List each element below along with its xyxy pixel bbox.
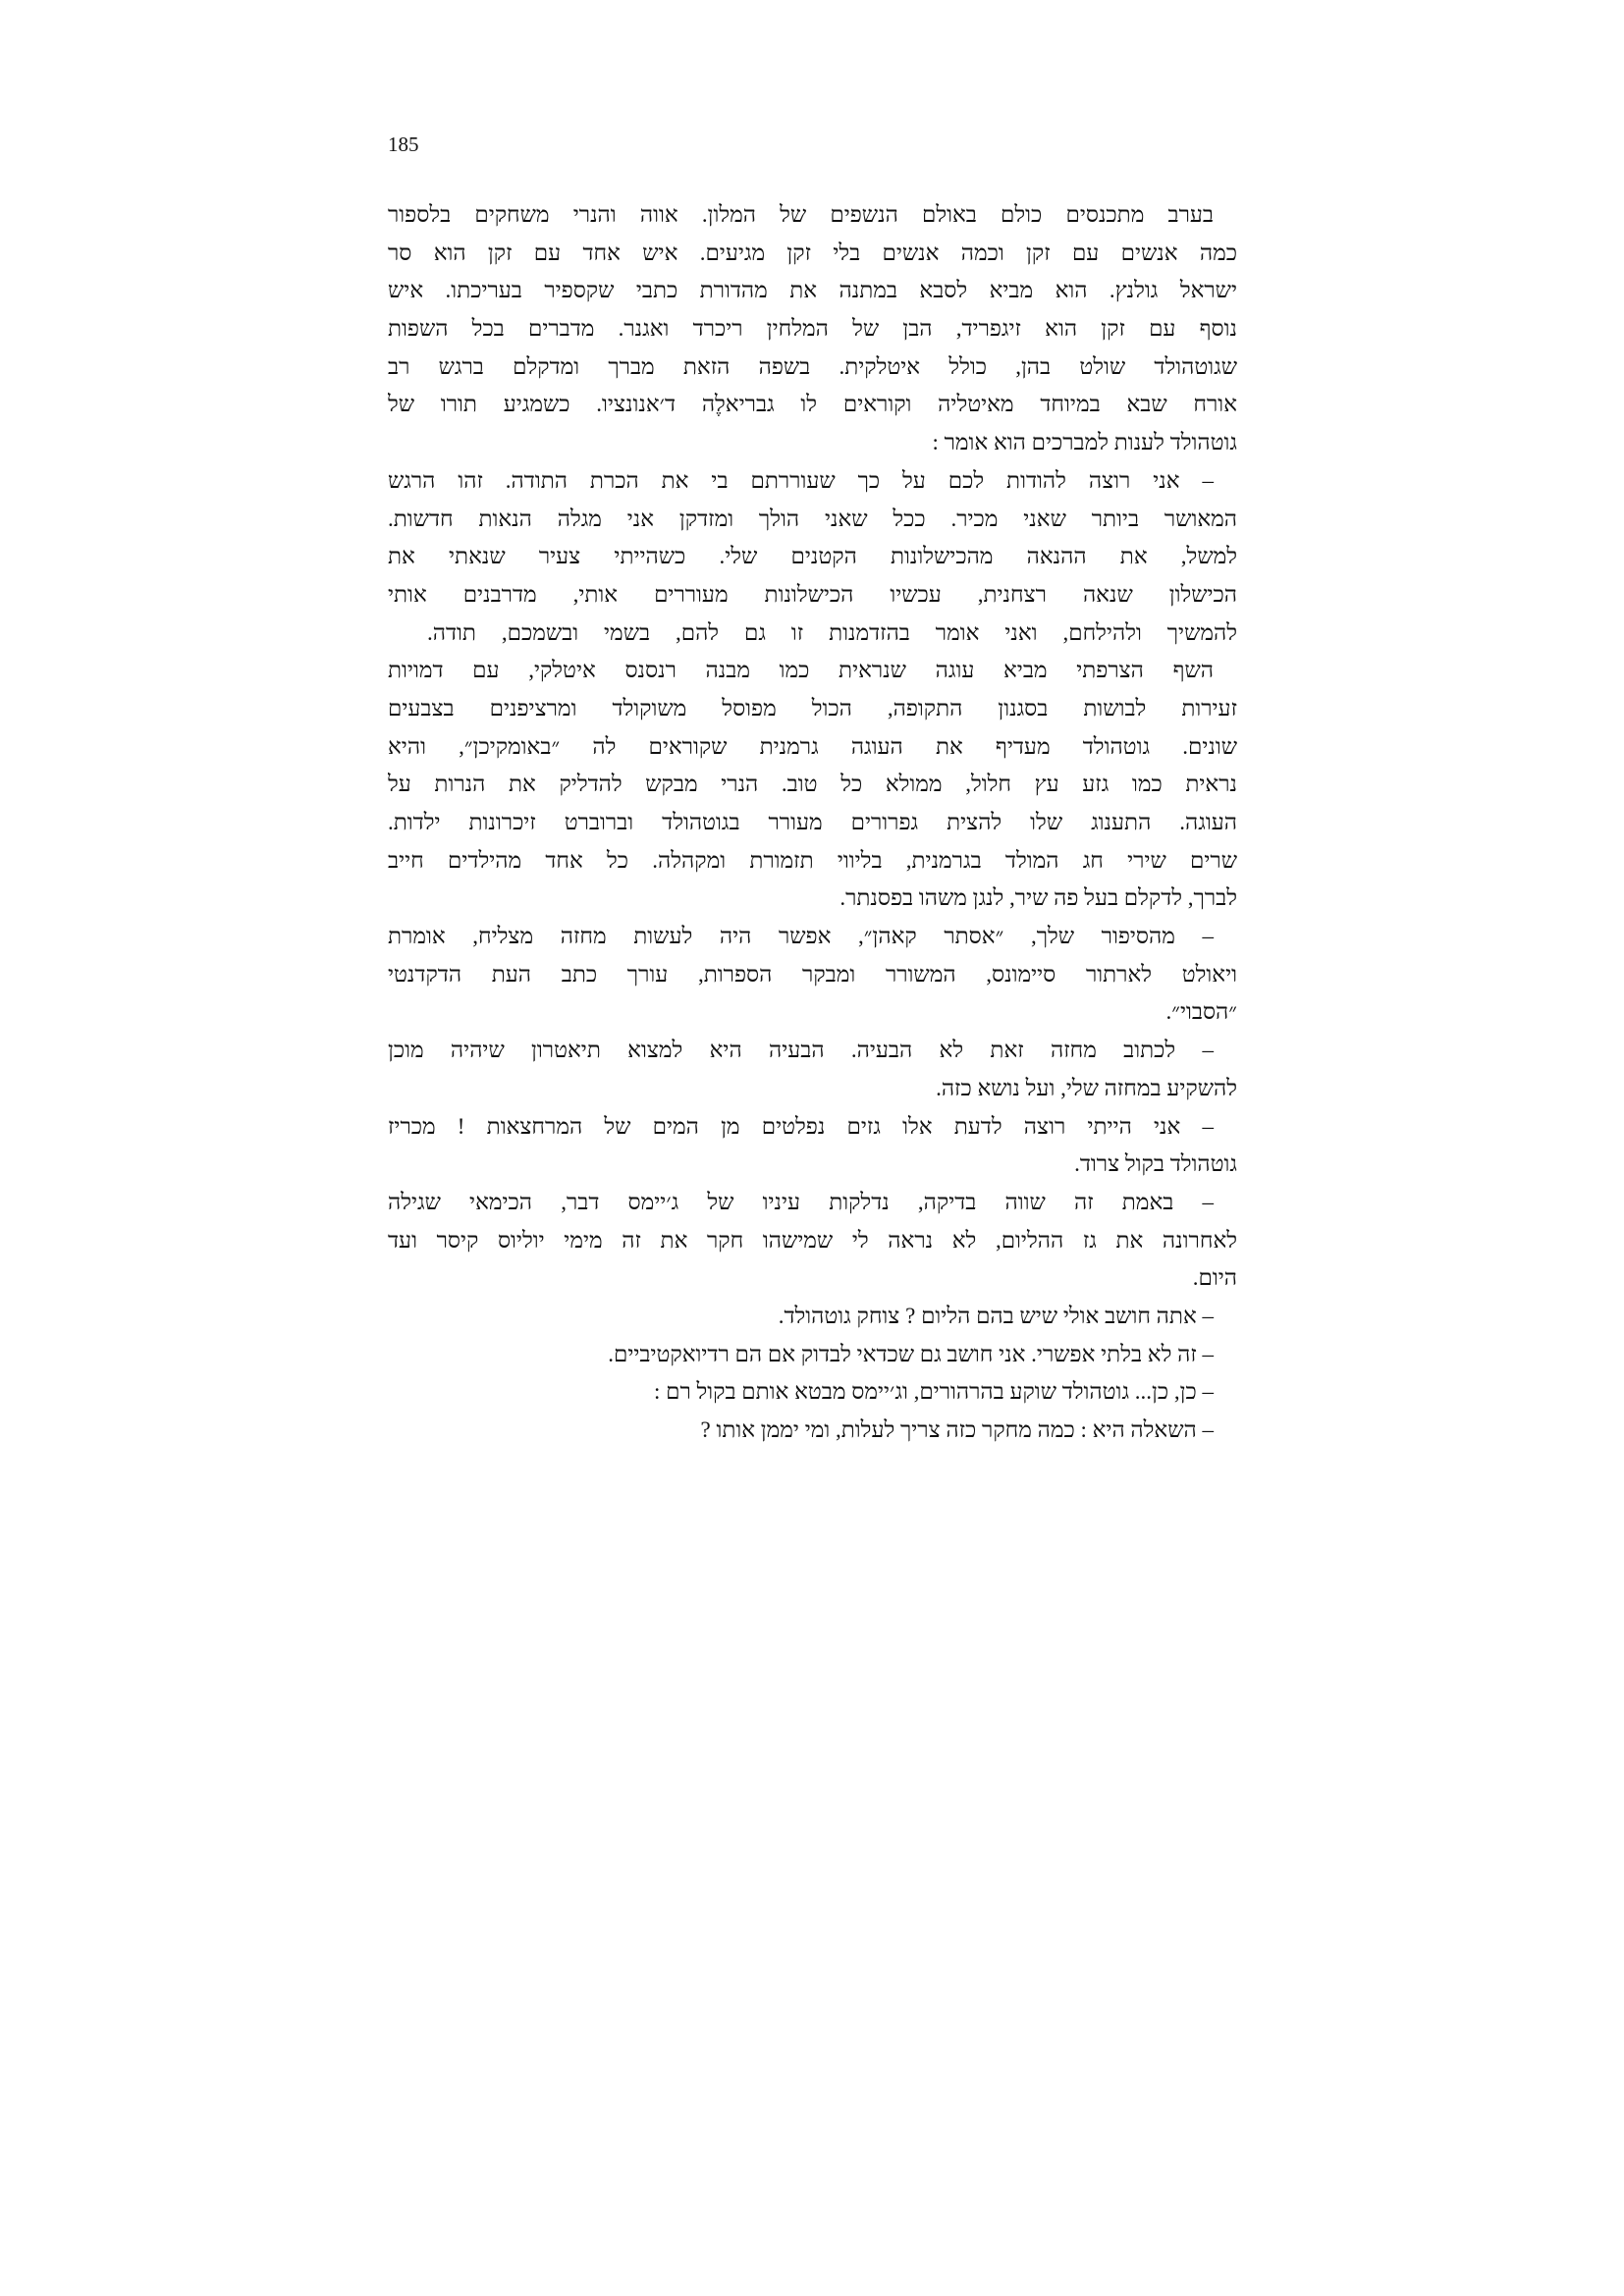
paragraph [388,1108,1237,1184]
dialogue-line: – השאלה היא : כמה מחקר כזה צריך לעלות, ומי יממן אותו ? [700,1417,1214,1442]
text-line: השף הצרפתי מביא עוגה שנראית כמו מבנה רנסנס איטלקי, עם דמויות [388,658,1214,683]
text-line: להשקיע במחזה שלי, ועל נושא כזה. [936,1075,1237,1100]
text-line: העוגה. התענוג שלו להצית גפרורים מעורר בגוטהולד וברוברט זיכרונות ילדות. [388,810,1237,834]
text-line: ישראל גולנץ. הוא מביא לסבא במתנה את מהדורת כתבי שקספיר בעריכתו. איש [388,278,1237,303]
text-line: נוסף עם זקן הוא זיגפריד, הבן של המלחין ריכרד ואגנר. מדברים בכל השפות [388,316,1237,342]
paragraph [388,652,1237,918]
text-line: ויאולט לארתור סיימונס, המשורר ומבקר הספרות, עורך כתב העת הדקדנטי [388,961,1237,987]
paragraph [388,1184,1237,1298]
text-line: למשל, את ההנאה מהכישלונות הקטנים שלי. כשהייתי צעיר שנאתי את [388,544,1237,569]
text-line: ״הסבוי״. [1165,999,1237,1025]
text-line: – לכתוב מחזה זאת לא הבעיה. הבעיה היא למצוא תיאטרון שיהיה מוכן [388,1038,1214,1063]
text-line: שונים. גוטהולד מעדיף את העוגה גרמנית שקוראים לה ״באומקיכן״, והיא [388,733,1237,759]
text-line: – אני רוצה להודות לכם על כך שעוררתם בי את הכרת התודה. זהו הרגש [388,467,1214,493]
dialogue-line: – זה לא בלתי אפשרי. אני חושב גם שכדאי לבדוק אם הם רדיואקטיביים. [608,1341,1214,1366]
text-line: להמשיך ולהילחם, ואני אומר בהזדמנות זו גם להם, בשמי ובשמכם, תודה. [427,619,1237,645]
paragraph [388,462,1237,652]
text-line: הכישלון שנאה רצחנית, עכשיו הכישלונות מעוררים אותי, מדרבנים אותי [388,581,1237,607]
page-number: 185 [388,133,419,156]
text-line: – מהסיפור שלך, ״אסתר קאהן״, אפשר היה לעשות מחזה מצליח, אומרת [388,924,1214,949]
text-line: גוטהולד לענות למברכים הוא אומר : [932,430,1237,455]
text-line: לאחרונה את גז ההליום, לא נראה לי שמישהו חקר את זה מימי יוליוס קיסר ועד [388,1227,1237,1253]
text-line: – באמת זה שווה בדיקה, נדלקות עיניו של ג׳יימס דבר, הכימאי שגילה [388,1189,1214,1214]
text-line: בערב מתכנסים כולם באולם הנשפים של המלון. אווה והנרי משחקים בלספור [388,202,1214,227]
paragraph [388,918,1237,1032]
dialogue-line: – כן, כן... גוטהולד שוקע בהרהורים, וג׳יימס מבטא אותם בקול רם : [653,1379,1214,1405]
text-line: זעירות לבושות בסגנון התקופה, הכול מפוסל משוקולד ומרציפנים בצבעים [388,695,1237,721]
text-line: המאושר ביותר שאני מכיר. ככל שאני הולך ומזדקן אני מגלה הנאות חדשות. [388,506,1237,531]
paragraph [388,196,1237,462]
text-line: גוטהולד בקול צרוד. [1074,1151,1237,1177]
text-line: אורח שבא במיוחד מאיטליה וקוראים לו גבריאלֶה ד׳אנונציו. כשמגיע תורו של [388,392,1237,417]
body-text [388,196,1237,1450]
text-line: היום. [1192,1265,1237,1291]
text-line: כמה אנשים עם זקן וכמה אנשים בלי זקן מגיעים. איש אחד עם זקן הוא סר [388,240,1237,265]
text-line: שגוטהולד שולט בהן, כולל איטלקית. בשפה הזאת מברך ומדקלם ברגש רב [388,353,1237,379]
text-line: – אני הייתי רוצה לדעת אלו גזים נפלטים מן המים של המרחצאות ! מכריז [388,1113,1214,1139]
dialogue-line: – אתה חושב אולי שיש בהם הליום ? צוחק גוטהולד. [778,1303,1214,1328]
paragraph [388,1032,1237,1107]
text-line: שרים שירי חג המולד בגרמנית, בליווי תזמורת ומקהלה. כל אחד מהילדים חייב [388,847,1237,873]
text-line: לברך, לדקלם בעל פה שיר, לנגן משהו בפסנתר. [839,885,1237,911]
text-line: נראית כמו גזע עץ חלול, ממולא כל טוב. הנרי מבקש להדליק את הנרות על [388,772,1237,797]
